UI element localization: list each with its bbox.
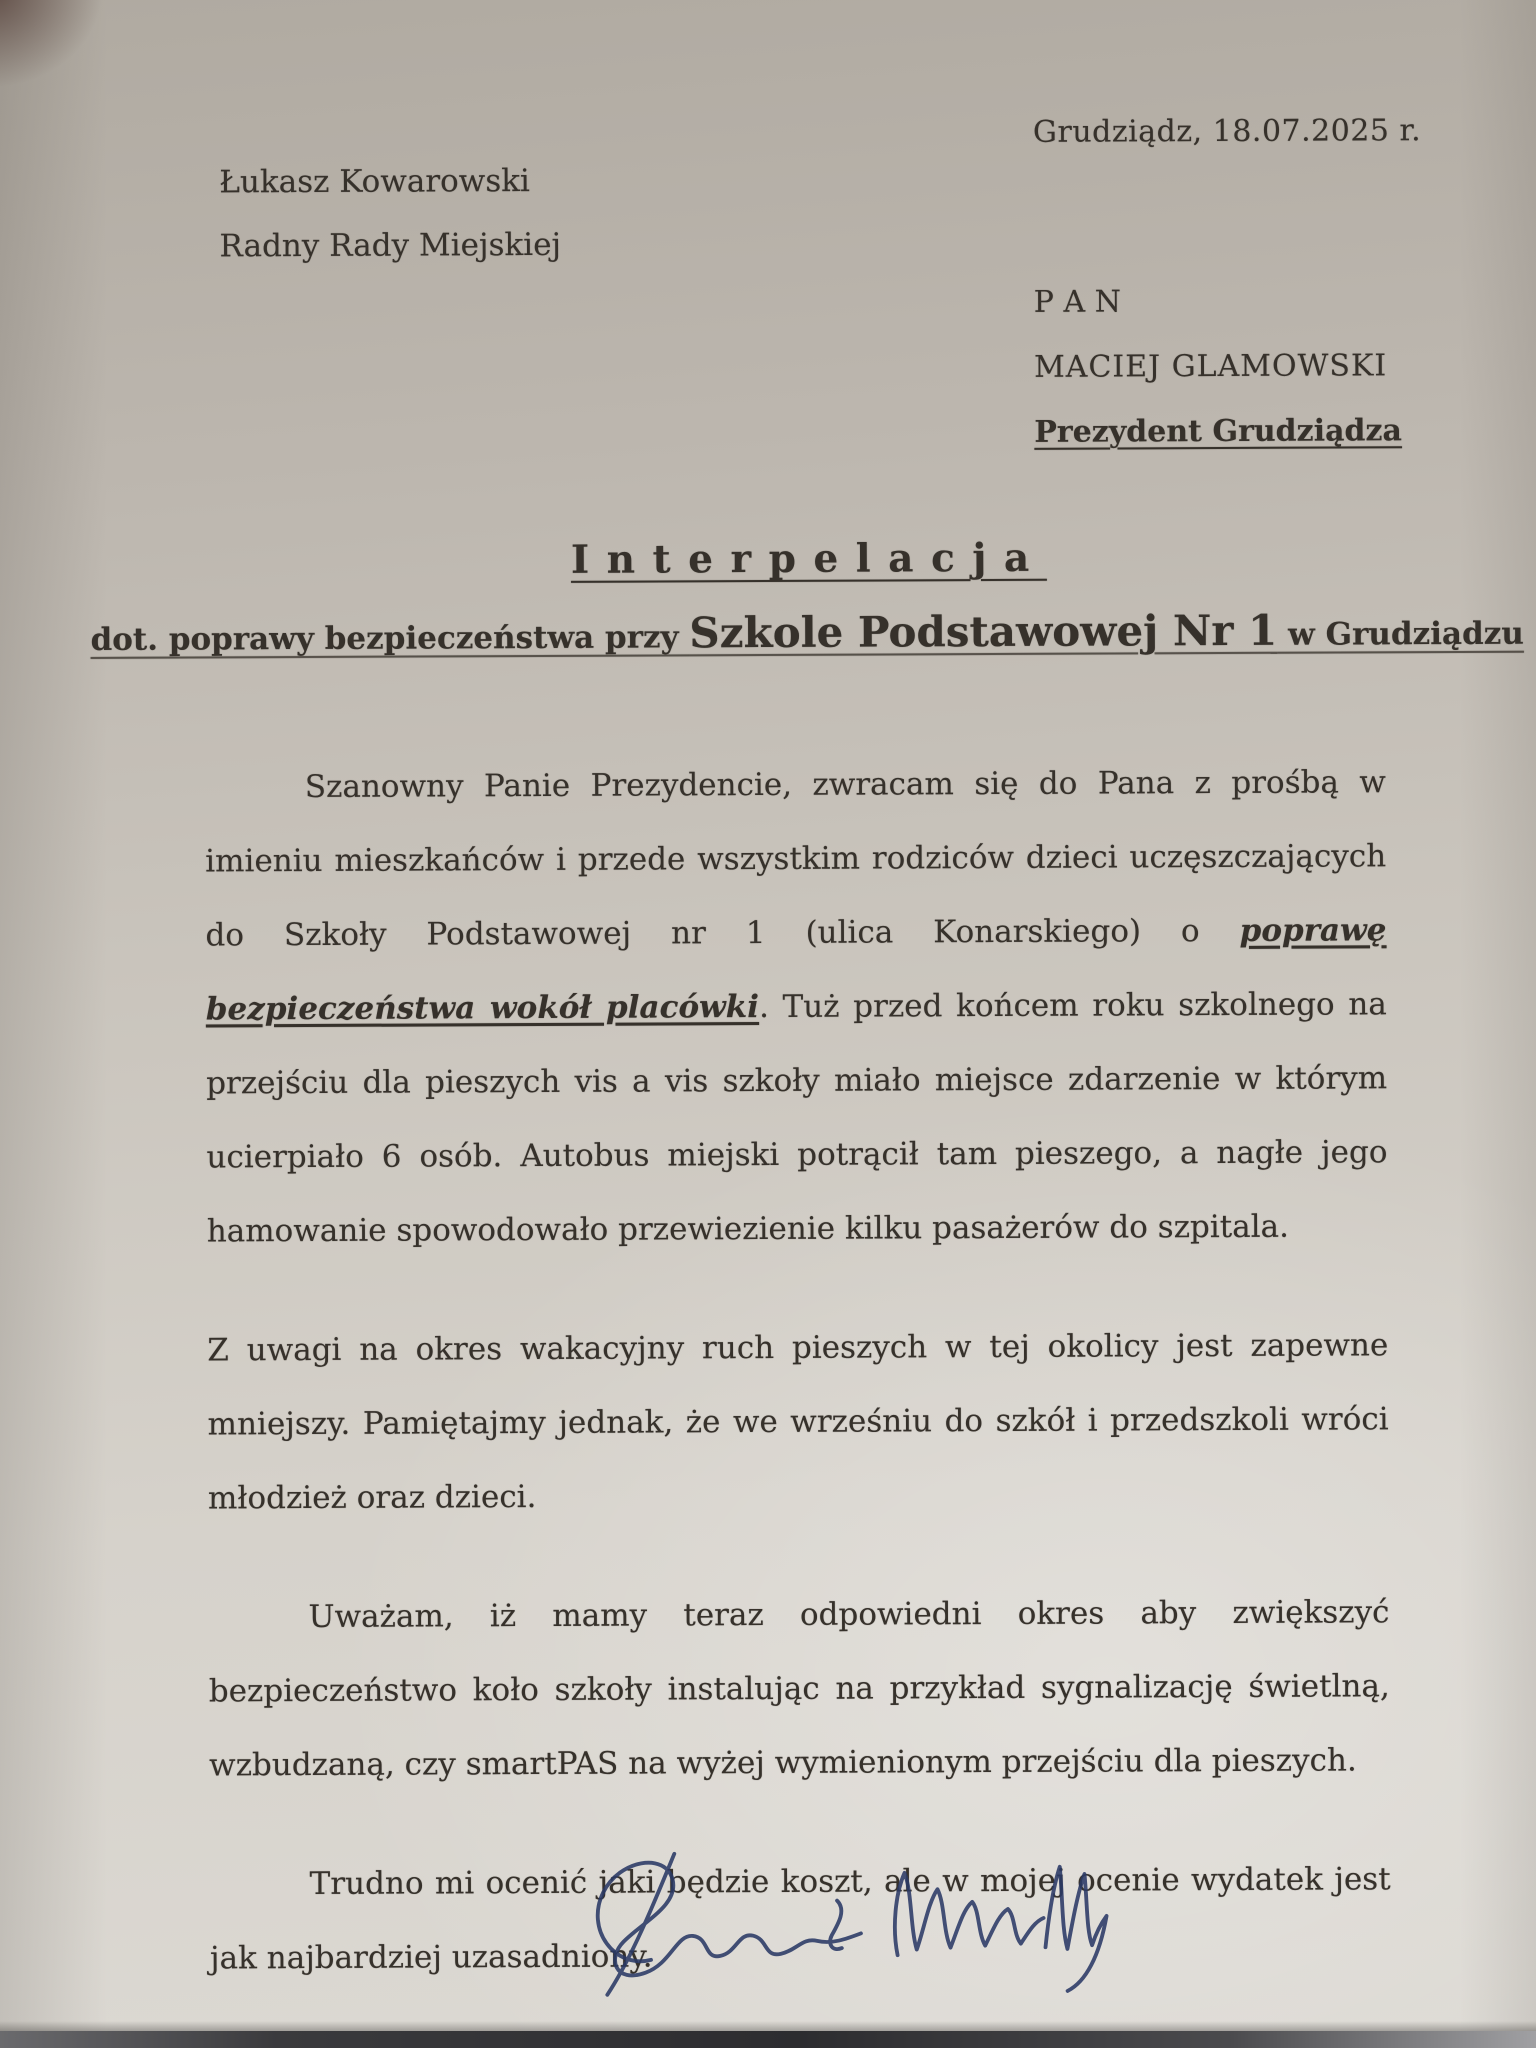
sender-block	[219, 163, 561, 292]
letter-title: Interpelacja	[570, 534, 1047, 583]
subject-main: Szkole Podstawowej Nr 1	[689, 605, 1278, 658]
paragraph-3: Uważam, iż mamy teraz odpowiedni okres aby zwiększyć bezpieczeństwo koło szkoły instalując na przykład sygnalizację świetlną, wzbudzaną, czy smartPAS na wyżej wymienionym przejściu dla pieszych.	[208, 1594, 1390, 1784]
dateline: Grudziądz, 18.07.2025 r.	[1032, 113, 1422, 150]
recipient-name: MACIEJ GLAMOWSKI	[1033, 348, 1388, 385]
recipient-salutation: P A N	[1033, 284, 1122, 320]
sender-name: Łukasz Kowarowski	[219, 163, 530, 201]
recipient-title: Prezydent Grudziądza	[1034, 413, 1403, 450]
paragraph-1-continuation: . Tuż przed końcem roku szkolnego na przejściu dla pieszych vis a vis szkoły miało miejsce zdarzenie w którym ucierpiało 6 osób. Autobus miejski potrącił tam pieszego, a nagłe jego hamowanie spowodowało przewiezienie kilku pasażerów do szpitala.	[206, 986, 1388, 1250]
paragraph-2: Z uwagi na okres wakacyjny ruch pieszych w tej okolicy jest zapewne mniejszy. Pamiętajmy jednak, że we wrześniu do szkół i przedszkoli wróci młodzież oraz dzieci.	[207, 1327, 1389, 1517]
letter-title-row	[0, 533, 1535, 586]
paragraph-1-emphasis: poprawę bezpieczeństwa wokół placówki	[205, 912, 1387, 1028]
paragraph-1-text: Szanowny Panie Prezydencie, zwracam się do Pana z prośbą w imieniu mieszkańców i przede wszystkim rodziców dzieci uczęszczających do Szkoły Podstawowej nr 1 (ulica Konarskiego) o	[205, 764, 1387, 954]
subject-suffix: w Grudziądzu	[1277, 615, 1524, 653]
sender-title: Radny Rady Miejskiej	[219, 226, 562, 265]
letter-subject	[90, 605, 1524, 658]
signature-image	[566, 1818, 1115, 2022]
paragraph-1	[205, 745, 1388, 1268]
letter-subject-row	[0, 605, 1535, 661]
paper-edge-shadow	[0, 2021, 1536, 2031]
table-edge	[0, 2031, 1536, 2048]
paragraph-4: Trudno mi ocenić jaki będzie koszt, ale w mojej ocenie wydatek jest jak najbardziej uzasadniony.	[209, 1861, 1391, 1977]
subject-prefix: dot. poprawy bezpieczeństwa przy	[90, 619, 690, 658]
recipient-block	[1034, 283, 1402, 480]
